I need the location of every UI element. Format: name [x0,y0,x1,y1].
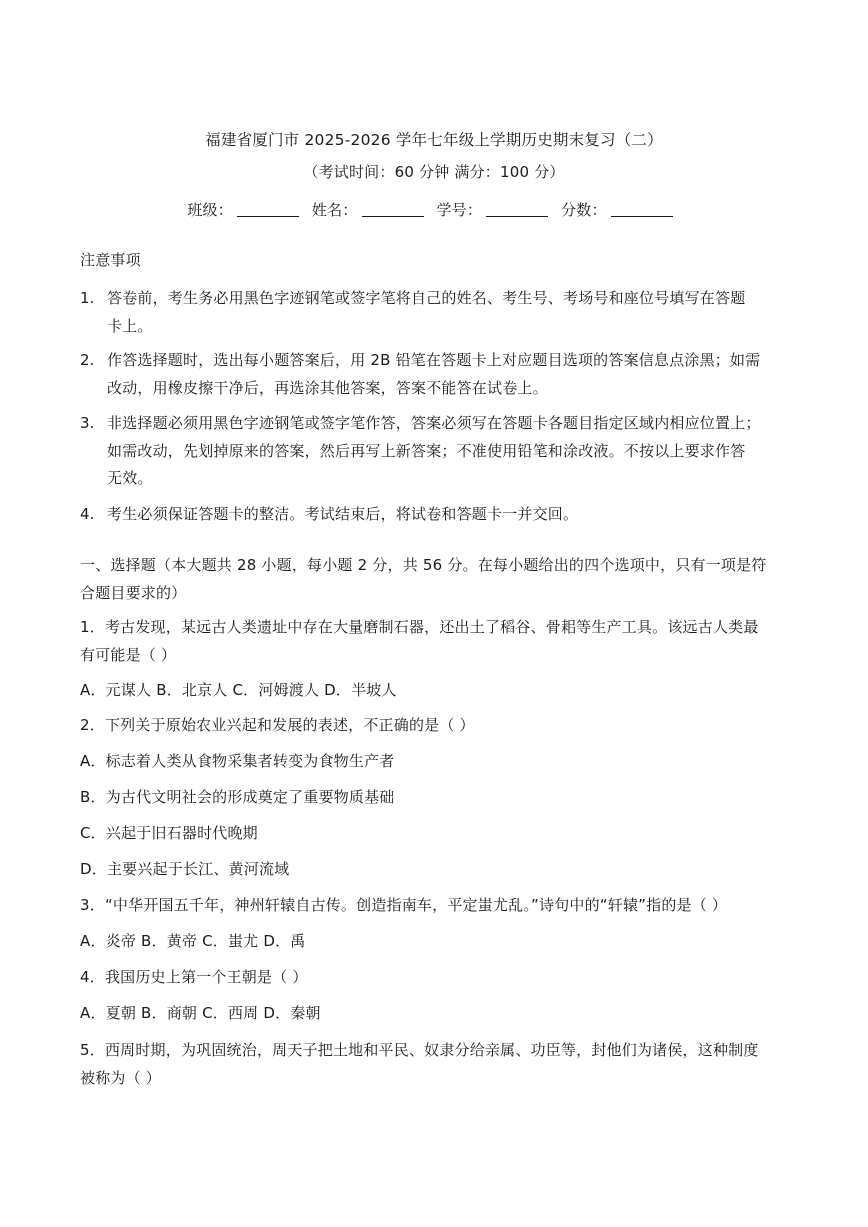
question-options: A．炎帝 B．黄帝 C．蚩尤 D．禹 [80,932,306,950]
notice-item-line: 考生必须保证答题卡的整洁。考试结束后，将试卷和答题卡一并交回。 [107,505,579,523]
notice-item-number: 3. [80,414,95,432]
notice-item-line: 卡上。 [107,317,153,335]
class-field-label: 班级： [187,201,233,219]
question-options: A．夏朝 B．商朝 C．西周 D．秦朝 [80,1004,321,1022]
question-stem: 5．西周时期，为巩固统治，周天子把土地和平民、奴隶分给亲属、功臣等，封他们为诸侯，这种制度 [80,1041,759,1059]
question-option: B．为古代文明社会的形成奠定了重要物质基础 [80,788,395,806]
question-options: A．元谋人 B．北京人 C．河姆渡人 D．半坡人 [80,681,397,699]
question-option: D．主要兴起于长江、黄河流域 [80,860,290,878]
question-option: C．兴起于旧石器时代晚期 [80,824,258,842]
score-blank [611,202,673,217]
question-stem: 3．“中华开国五千年，神州轩辕自古传。创造指南车，平定蚩尤乱。”诗句中的“轩辕”指的是（ ） [80,896,728,914]
student-id-blank [486,202,548,217]
notice-item-number: 1. [80,289,95,307]
notice-item-line: 如需改动，先划掉原来的答案，然后再写上新答案；不准使用铅笔和涂改液。不按以上要求作答 [107,442,746,460]
question-stem: 2．下列关于原始农业兴起和发展的表述，不正确的是（ ） [80,716,475,734]
question-stem: 1．考古发现，某远古人类遗址中存在大量磨制石器，还出土了稻谷、骨耜等生产工具。该远古人类最 [80,618,759,636]
class-blank [237,202,299,217]
score-field-label: 分数： [561,201,607,219]
question-option: A．标志着人类从食物采集者转变为食物生产者 [80,752,395,770]
name-blank [362,202,424,217]
question-stem: 4．我国历史上第一个王朝是（ ） [80,968,308,986]
notice-item-line: 答卷前，考生务必用黑色字迹钢笔或签字笔将自己的姓名、考生号、考场号和座位号填写在答题 [107,289,746,307]
student-id-field-label: 学号： [436,201,483,219]
student-info-fields [0,200,868,220]
notice-item-line: 无效。 [107,469,153,487]
notice-heading: 注意事项 [80,251,141,269]
question-stem: 被称为（ ） [80,1069,161,1087]
section-heading-line: 合题目要求的） [80,584,187,602]
exam-subtitle: （考试时间：60 分钟 满分：100 分） [303,163,565,181]
exam-title: 福建省厦门市 2025-2026 学年七年级上学期历史期末复习（二） [205,131,663,149]
notice-item-number: 2. [80,351,95,369]
notice-item-number: 4. [80,505,95,523]
notice-item-line: 改动，用橡皮擦干净后，再选涂其他答案，答案不能答在试卷上。 [107,379,548,397]
section-heading-line: 一、选择题（本大题共 28 小题，每小题 2 分，共 56 分。在每小题给出的四个选项中，只有一项是符 [80,556,767,574]
notice-item-line: 作答选择题时，选出每小题答案后，用 2B 铅笔在答题卡上对应题目选项的答案信息点涂黑；如需 [107,351,761,369]
notice-item-line: 非选择题必须用黑色字迹钢笔或签字笔作答，答案必须写在答题卡各题目指定区域内相应位置上； [107,414,761,432]
question-stem: 有可能是（ ） [80,646,177,664]
name-field-label: 姓名： [311,201,358,219]
